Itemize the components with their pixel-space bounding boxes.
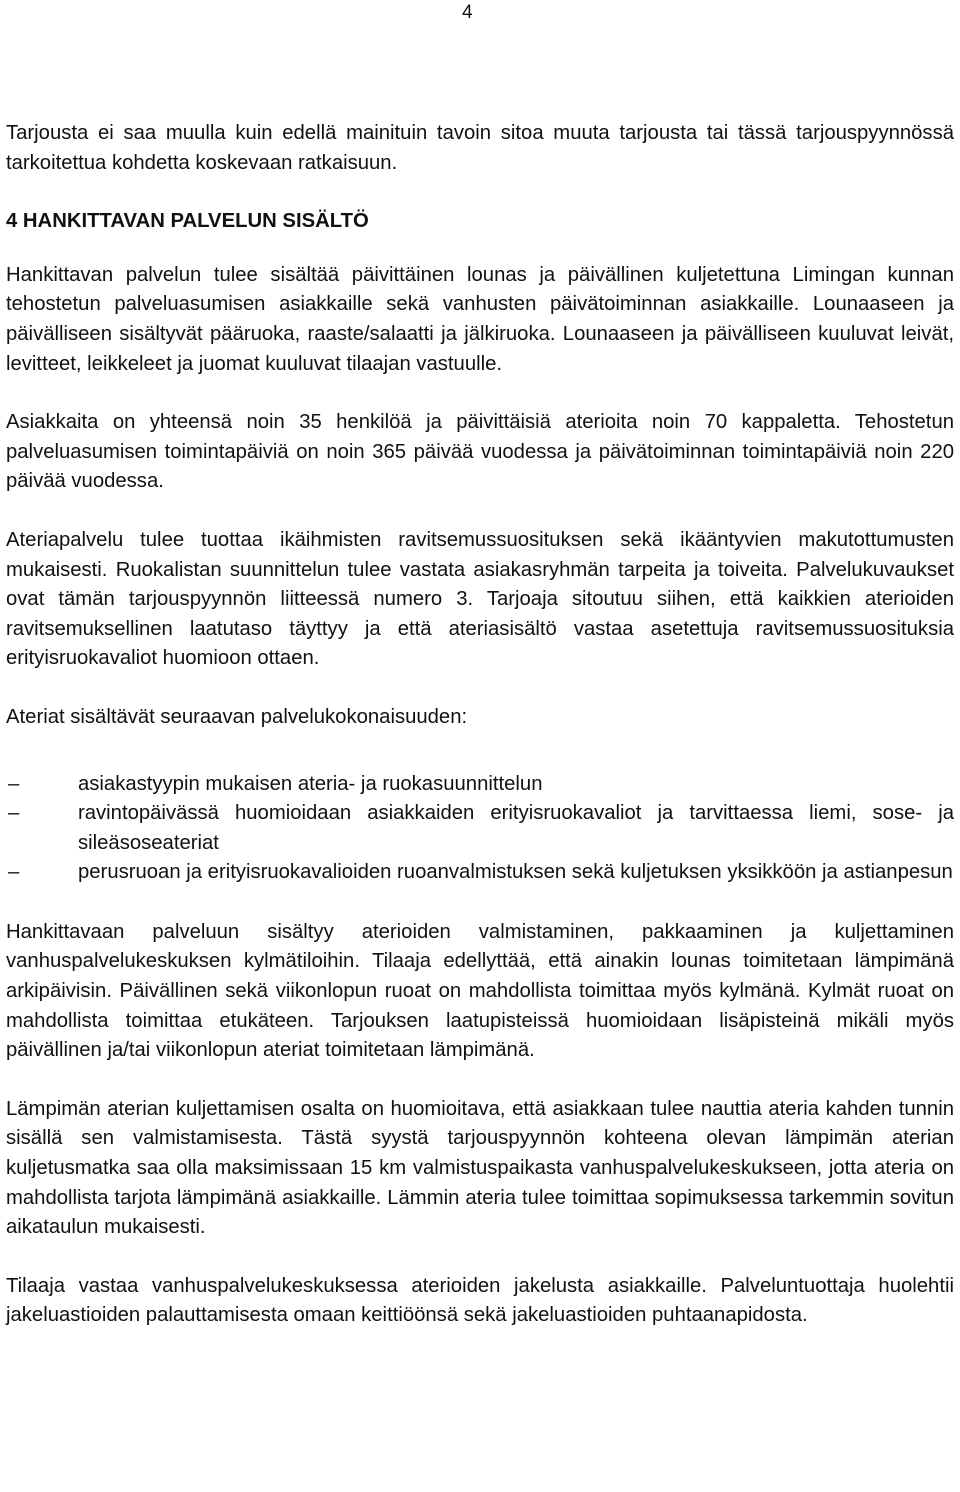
paragraph-nutrition-recommendations: Ateriapalvelu tulee tuottaa ikäihmisten ravitsemussuosituksen sekä ikääntyvien makutottumusten mukaisesti. Ruokalistan suunnittelun tulee vastata asiakasryhmän tarpeita ja toiveita. Palvelukuvaukset ovat tämän tarjouspyynnön liitteessä numero 3. Tarjoaja sitoutuu siihen, että kaikkien aterioiden ravitsemuksellinen laatutaso täyttyy ja että ateriasisältö vastaa asetettuja ravitsemussuosituksia erityisruokavaliot huomioon ottaen. xyxy=(6,528,954,670)
paragraph-offer-binding: Tarjousta ei saa muulla kuin edellä mainituin tavoin sitoa muuta tarjousta tai tässä tarjouspyynnössä tarkoitettua kohdetta koskevaan ratkaisuun. xyxy=(6,122,954,174)
list-item xyxy=(6,858,954,888)
list-item xyxy=(6,799,954,858)
paragraph-list-intro: Ateriat sisältävät seuraavan palvelukokonaisuuden: xyxy=(6,705,468,728)
section-heading: 4 HANKITTAVAN PALVELUN SISÄLTÖ xyxy=(6,210,369,233)
paragraph-preparation-delivery: Hankittavaan palveluun sisältyy aterioiden valmistaminen, pakkaaminen ja kuljettaminen vanhuspalvelukeskuksen kylmätiloihin. Tilaaja edellyttää, että ainakin lounas toimitetaan lämpimänä arkipäivisin. Päivällinen sekä viikonlopun ruoat on mahdollista toimittaa myös kylmänä. Kylmät ruoat on mahdollista toimittaa etukäteen. Tarjouksen laatupisteissä huomioidaan lisäpisteinä mikäli myös päivällinen ja/tai viikonlopun ateriat toimitetaan lämpimänä. xyxy=(6,920,954,1062)
paragraph-distribution: Tilaaja vastaa vanhuspalvelukeskuksessa aterioiden jakelusta asiakkaille. Palveluntuottaja huolehtii jakeluastioiden palauttamisesta omaan keittiöönsä sekä jakeluastioiden puhtaanapidosta. xyxy=(6,1274,954,1327)
list-item-text: asiakastyypin mukaisen ateria- ja ruokasuunnittelun xyxy=(78,772,543,795)
paragraph-warm-meal-transport: Lämpimän aterian kuljettamisen osalta on huomioitava, että asiakkaan tulee nauttia ateria kahden tunnin sisällä sen valmistamisesta. Tästä syystä tarjouspyynnön kohteena olevan lämpimän aterian kuljetusmatka saa olla maksimissaan 15 km valmistuspaikasta vanhuspalvelukeskukseen, jotta ateria on mahdollista tarjota lämpimänä asiakkaille. Lämmin ateria tulee toimittaa sopimuksessa tarkemmin sovitun aikataulun mukaisesti. xyxy=(6,1097,954,1239)
service-list xyxy=(6,770,954,888)
list-item-text: perusruoan ja erityisruokavalioiden ruoanvalmistuksen sekä kuljetuksen yksikköön ja astianpesun xyxy=(78,861,953,884)
dash-bullet-icon: – xyxy=(8,802,20,825)
dash-bullet-icon: – xyxy=(8,861,20,884)
page-number: 4 xyxy=(462,2,473,23)
paragraph-customer-count: Asiakkaita on yhteensä noin 35 henkilöä ja päivittäisiä aterioita noin 70 kappaletta. Tehostetun palveluasumisen toimintapäiviä on noin 365 päivää vuodessa ja päivätoiminnan toimintapäiviä noin 220 päivää vuodessa. xyxy=(6,411,954,493)
list-item xyxy=(6,770,954,800)
list-item-text: ravintopäivässä huomioidaan asiakkaiden erityisruokavaliot ja tarvittaessa liemi, sose- ja sileäsoseateriat xyxy=(78,802,954,854)
document-body xyxy=(6,119,954,1331)
dash-bullet-icon: – xyxy=(8,772,20,795)
paragraph-service-content: Hankittavan palvelun tulee sisältää päivittäinen lounas ja päivällinen kuljetettuna Limingan kunnan tehostetun palveluasumisen asiakkaille sekä vanhusten päivätoiminnan asiakkaille. Lounaaseen ja päivälliseen sisältyvät pääruoka, raaste/salaatti ja jälkiruoka. Lounaaseen ja päivälliseen kuuluvat leivät, levitteet, leikkeleet ja juomat kuuluvat tilaajan vastuulle. xyxy=(6,263,954,375)
